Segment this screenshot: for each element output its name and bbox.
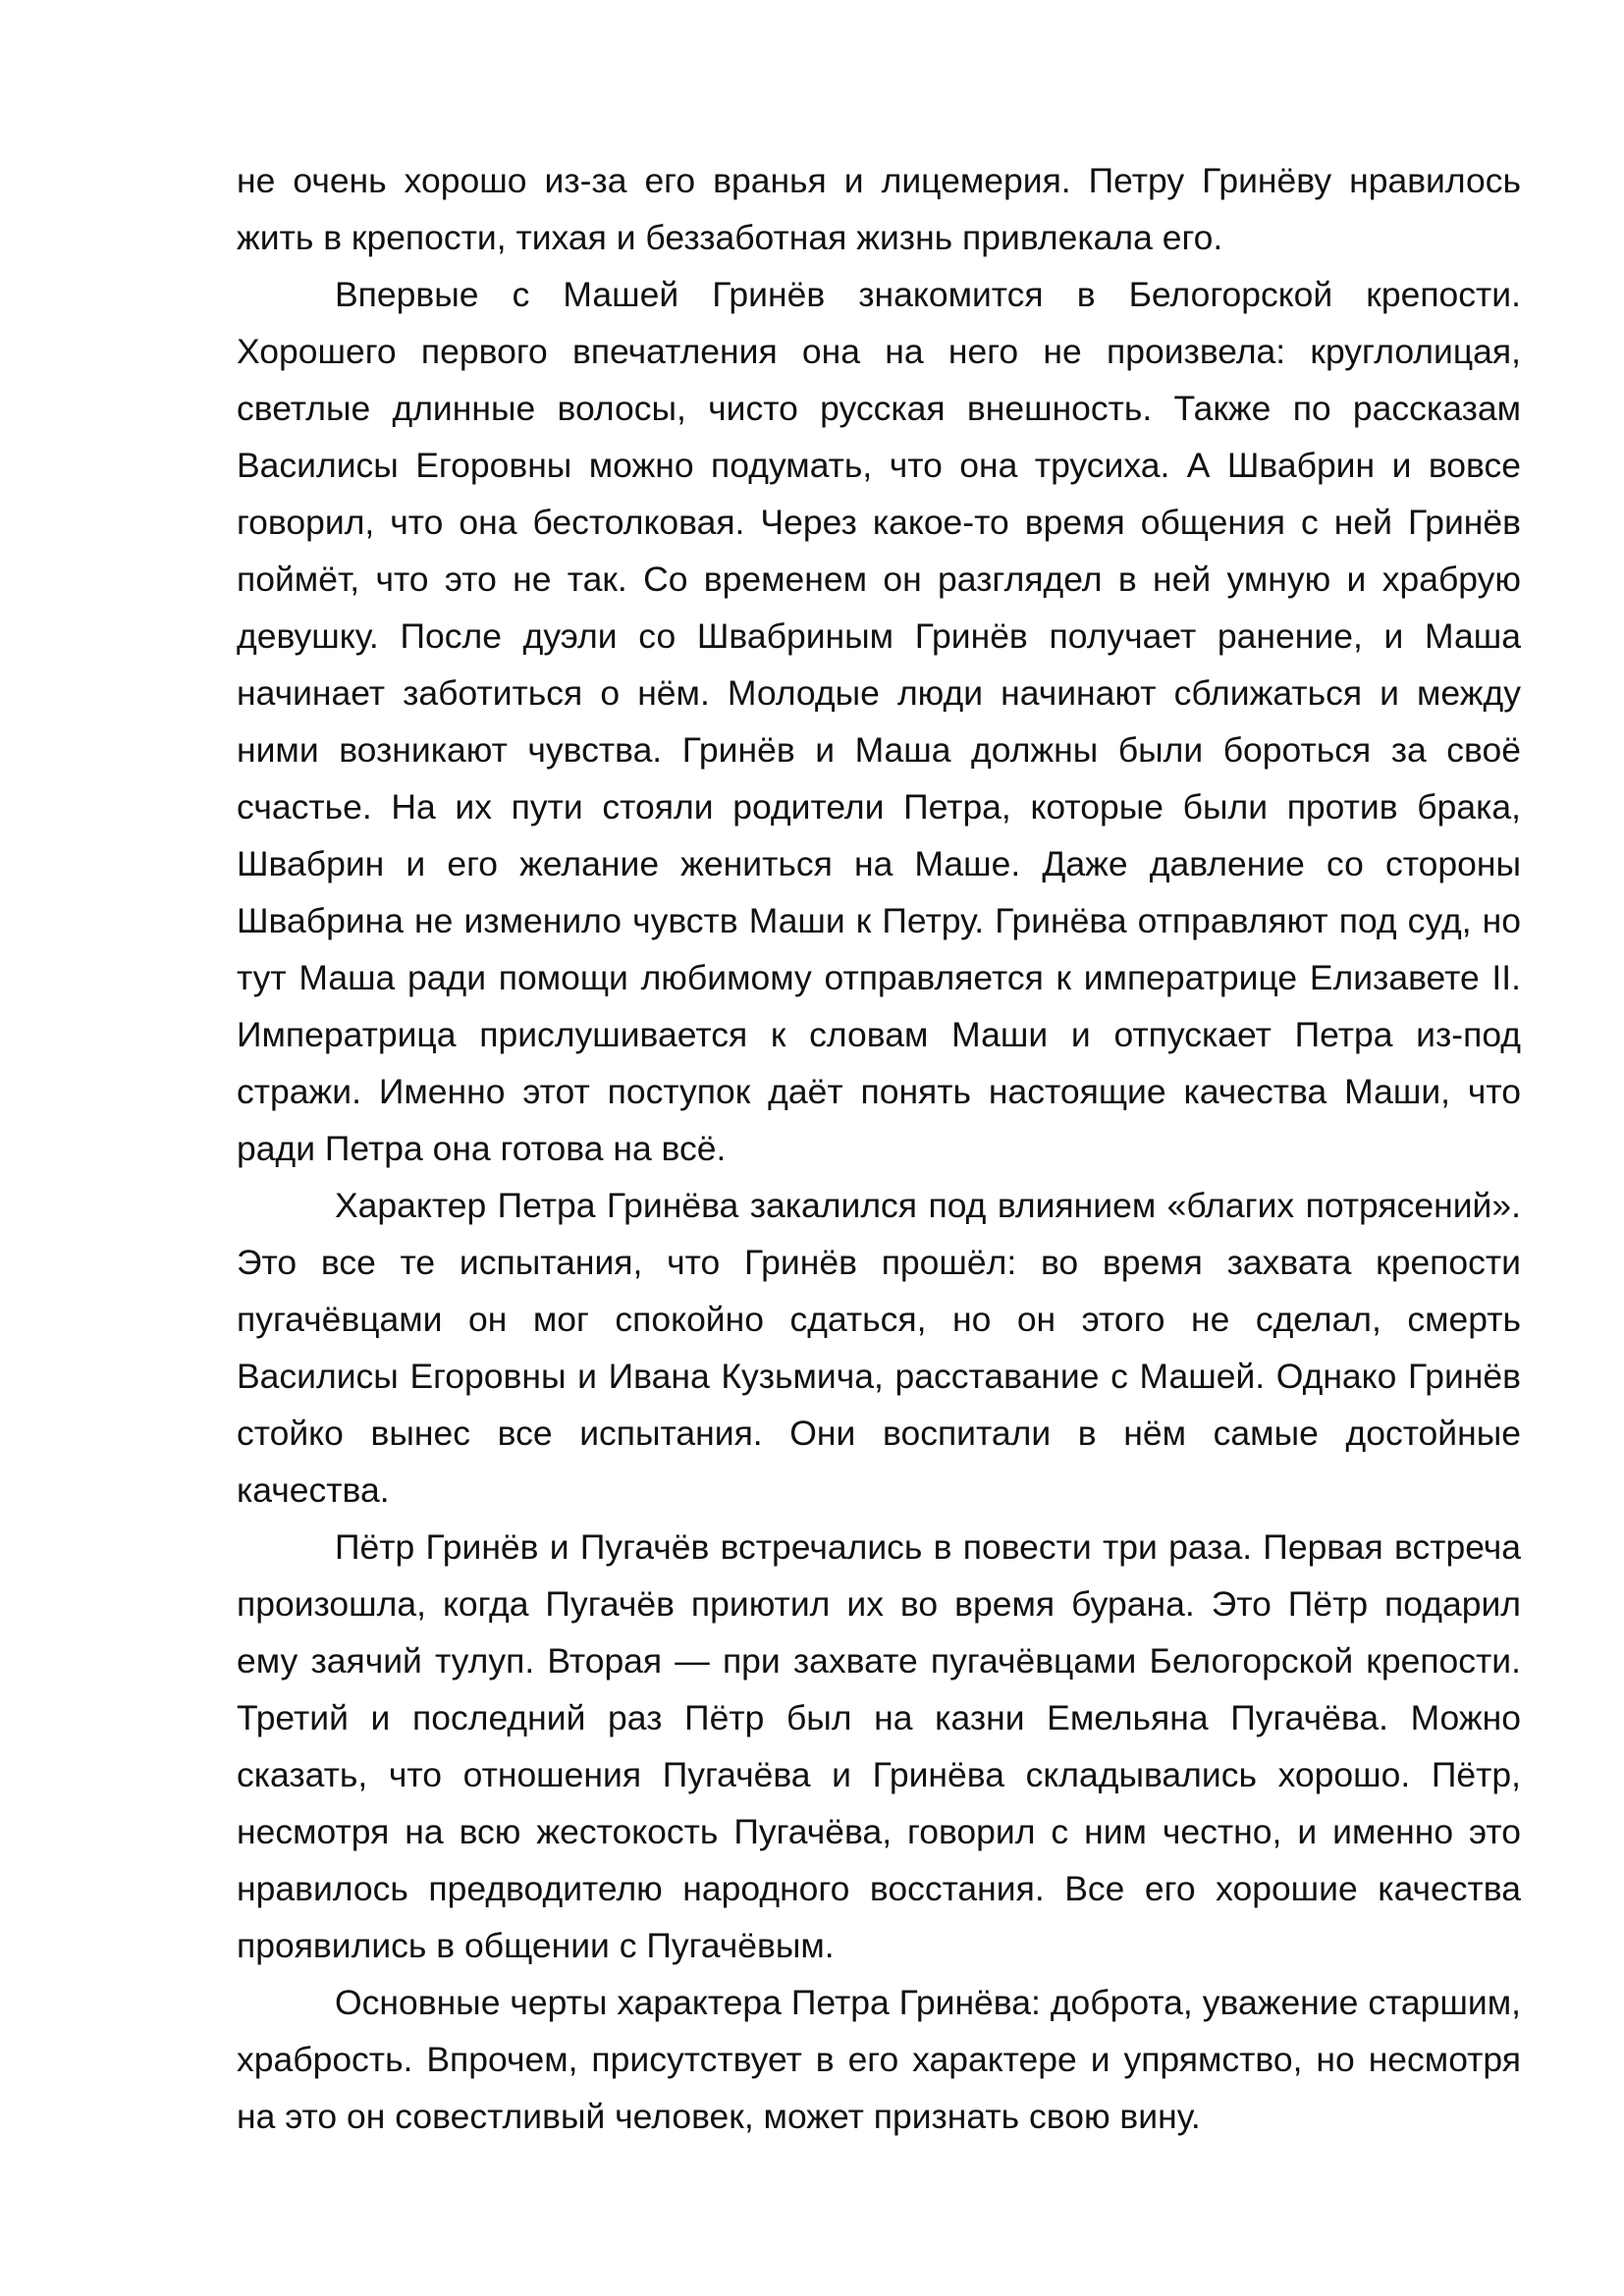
paragraph-pugachev: Пётр Гринёв и Пугачёв встречались в повести три раза. Первая встреча произошла, когда Пугачёв приютил их во время бурана. Это Пётр подарил ему заячий тулуп. Вторая — при захвате пугачёвцами Белогорской крепости. Третий и последний раз Пётр был на казни Емельяна Пугачёва. Можно сказать, что отношения Пугачёва и Гринёва складывались хорошо. Пётр, несмотря на всю жестокость Пугачёва, говорил с ним честно, и именно это нравилось предводителю народного восстания. Все его хорошие качества проявились в общении с Пугачёвым. (237, 1527, 1521, 1965)
paragraph-masha: Впервые с Машей Гринёв знакомится в Белогорской крепости. Хорошего первого впечатления она на него не произвела: круглолицая, светлые длинные волосы, чисто русская внешность. Также по рассказам Василисы Егоровны можно подумать, что она трусиха. А Швабрин и вовсе говорил, что она бестолковая. Через какое-то время общения с ней Гринёв поймёт, что это не так. Со временем он разглядел в ней умную и храбрую девушку. После дуэли со Швабриным Гринёв получает ранение, и Маша начинает заботиться о нём. Молодые люди начинают сближаться и между ними возникают чувства. Гринёв и Маша должны были бороться за своё счастье. На их пути стояли родители Петра, которые были против брака, Швабрин и его желание жениться на Маше. Даже давление со стороны Швабрина не изменило чувств Маши к Петру. Гринёва отправляют под суд, но тут Маша ради помощи любимому отправляется к императрице Елизавете II. Императрица прислушивается к словам Маши и отпускает Петра из-под стражи. Именно этот поступок даёт понять настоящие качества Маши, что ради Петра она готова на всё. (237, 275, 1521, 1168)
paragraph-character: Характер Петра Гринёва закалился под влиянием «благих потрясений». Это все те испытания, что Гринёв прошёл: во время захвата крепости пугачёвцами он мог спокойно сдаться, но он этого не сделал, смерть Василисы Егоровны и Ивана Кузьмича, расставание с Машей. Однако Гринёв стойко вынес все испытания. Они воспитали в нём самые достойные качества. (237, 1186, 1521, 1510)
document-body (237, 152, 1521, 2145)
paragraph-traits: Основные черты характера Петра Гринёва: доброта, уважение старшим, храбрость. Впрочем, присутствует в его характере и упрямство, но несмотря на это он совестливый человек, может признать свою вину. (237, 1983, 1521, 2136)
paragraph-continuation: не очень хорошо из-за его вранья и лицемерия. Петру Гринёву нравилось жить в крепости, тихая и беззаботная жизнь привлекала его. (237, 161, 1521, 257)
